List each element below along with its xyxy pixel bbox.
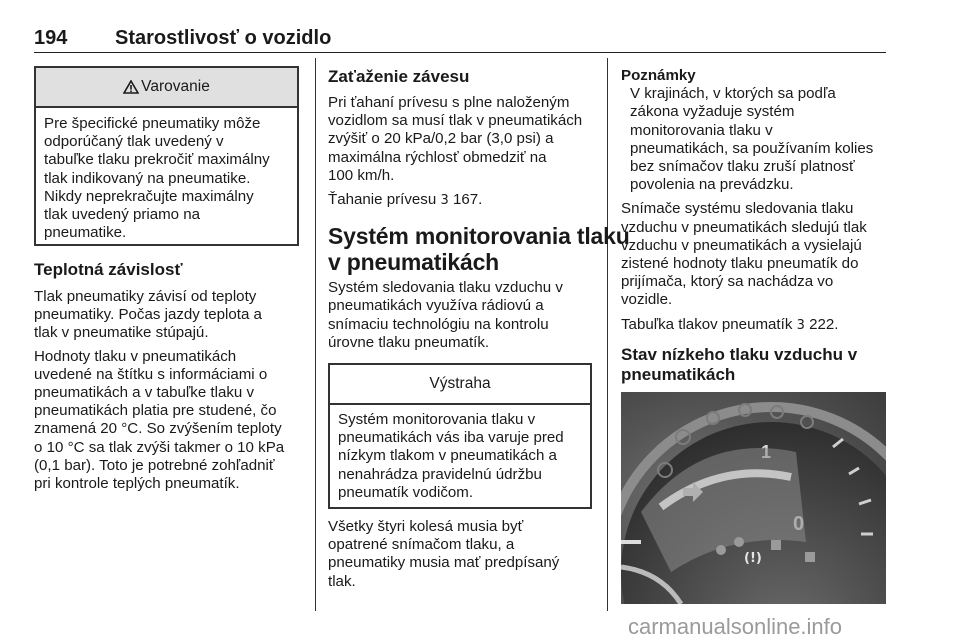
page-number: 194 — [34, 27, 68, 49]
temperature-text: (0,1 bar). Toto je potrebné zohľadniť — [34, 456, 275, 474]
temperature-text: znamená 20 °C. So zvýšením teploty — [34, 420, 282, 438]
load-text: Pri ťahaní prívesu s plne naloženým — [328, 94, 570, 111]
watermark: carmanualsonline.info — [628, 614, 843, 639]
reference-page: 167. — [452, 191, 483, 209]
note-text: bez snímačov tlaku zruší platnosť — [630, 158, 855, 176]
load-reference[interactable] — [328, 191, 630, 210]
load-text: 100 km/h. — [328, 166, 395, 184]
reference-text: Ťahanie prívesu — [328, 191, 437, 209]
note-text: monitorovania tlaku v — [630, 121, 773, 139]
tpms-text: úrovne tlaku pneumatík. — [328, 333, 490, 351]
reference-text: Tabuľka tlakov pneumatík — [621, 315, 793, 333]
page-title: Starostlivosť o vozidlo — [115, 27, 332, 49]
warning-box-title: Varovanie — [141, 78, 210, 95]
warning-line: Nikdy neprekračujte maximálny — [44, 187, 254, 205]
warning-line: tlak uvedený priamo na — [44, 206, 201, 224]
load-text: zvýšiť o 20 kPa/0,2 bar (3,0 psi) a — [328, 130, 554, 148]
temperature-heading: Teplotná závislosť — [34, 260, 183, 279]
temperature-text: pneumatiky. Počas jazdy teplota a — [34, 306, 262, 324]
warning-box — [34, 66, 299, 246]
tpms-heading: v pneumatikách — [328, 249, 500, 276]
column-divider-1 — [315, 58, 316, 611]
note-text: pneumatikách, sa používaním kolies — [630, 139, 874, 157]
sensors-text: vzduchu v pneumatikách a vysielajú — [621, 236, 862, 254]
wheels-section — [328, 518, 559, 591]
sensors-text: zistené hodnoty tlaku pneumatík do — [621, 255, 859, 273]
load-text: maximálna rýchlosť obmedziť na — [328, 148, 547, 166]
temperature-text: pri kontrole teplých pneumatík. — [34, 475, 240, 493]
sensors-reference[interactable] — [621, 316, 873, 335]
wheels-text: tlak. — [328, 572, 356, 590]
load-section — [328, 67, 630, 352]
warning-line: odporúčaný tlak uvedený v — [44, 133, 224, 151]
header-rule — [34, 52, 886, 53]
note-text: zákona vyžaduje systém — [630, 103, 795, 121]
note-text: povolenia na prevádzku. — [630, 176, 794, 194]
tpms-text: Systém sledovania tlaku vzduchu v — [328, 279, 563, 297]
temperature-text: Hodnoty tlaku v pneumatikách — [34, 347, 237, 365]
warning-line: pneumatike. — [44, 224, 127, 242]
tpms-heading: Systém monitorovania tlaku — [328, 223, 630, 250]
temperature-text: o 10 °C sa tlak zvýši takmer o 10 kPa — [34, 438, 285, 456]
caution-box-title: Výstraha — [429, 375, 491, 392]
warning-line: Pre špecifické pneumatiky môže — [44, 115, 261, 132]
tpms-text: pneumatikách využíva rádiovú a — [328, 297, 544, 315]
wheels-text: pneumatiky musia mať predpísaný — [328, 554, 560, 572]
reference-arrow-icon: 3 — [440, 193, 449, 209]
note-text: V krajinách, v ktorých sa podľa — [630, 85, 836, 103]
instrument-cluster-image — [621, 392, 886, 604]
instrument-cluster-illustration — [621, 392, 886, 604]
caution-line: pneumatikách vás iba varuje pred — [338, 429, 564, 447]
tpms-text: snímaciu technológiu na kontrolu — [328, 315, 549, 333]
load-heading: Zaťaženie závesu — [328, 67, 470, 86]
wheels-text: opatrené snímačom tlaku, a — [328, 536, 515, 554]
low-pressure-heading: Stav nízkeho tlaku vzduchu v — [621, 344, 858, 364]
load-text: vozidlom sa musí tlak v pneumatikách — [328, 112, 583, 130]
temperature-text: tlak v pneumatike stúpajú. — [34, 324, 209, 342]
caution-line: pneumatík vodičom. — [338, 483, 474, 501]
caution-line: nízkym tlakom v pneumatikách a — [338, 447, 557, 465]
warning-line: tabuľke tlaku prekročiť maximálny — [44, 151, 270, 169]
caution-box-header — [330, 365, 590, 405]
temperature-text: uvedené na štítku s informáciami o — [34, 365, 268, 383]
temperature-section — [34, 260, 284, 493]
warning-triangle-icon — [123, 80, 139, 94]
caution-line: Systém monitorovania tlaku v — [338, 411, 536, 428]
reference-page: 222. — [809, 315, 839, 333]
note-section — [621, 67, 873, 385]
sensors-text: vzduchu v pneumatikách sledujú tlak — [621, 218, 867, 236]
sensors-text: Snímače systému sledovania tlaku — [621, 200, 854, 218]
sensors-text: vozidle. — [621, 291, 673, 309]
wheels-text: Všetky štyri kolesá musia byť — [328, 518, 524, 535]
temperature-text: pneumatikách platia pre studené, čo — [34, 402, 277, 420]
low-pressure-heading: pneumatikách — [621, 364, 736, 384]
reference-arrow-icon: 3 — [796, 317, 805, 333]
caution-line: nenahrádza pravidelnú údržbu — [338, 465, 542, 483]
warning-box-header — [36, 68, 297, 108]
tpms-lamp-symbol: (!) — [744, 551, 762, 566]
sensors-text: prijímača, ktorý sa nachádza vo — [621, 273, 834, 291]
warning-line: tlak indikovaný na pneumatike. — [44, 169, 251, 187]
temperature-text: Tlak pneumatiky závisí od teploty — [34, 288, 257, 305]
caution-box — [328, 363, 592, 509]
temperature-text: pneumatikách a v tabuľke tlaku v — [34, 384, 255, 402]
note-title: Poznámky — [621, 67, 696, 84]
